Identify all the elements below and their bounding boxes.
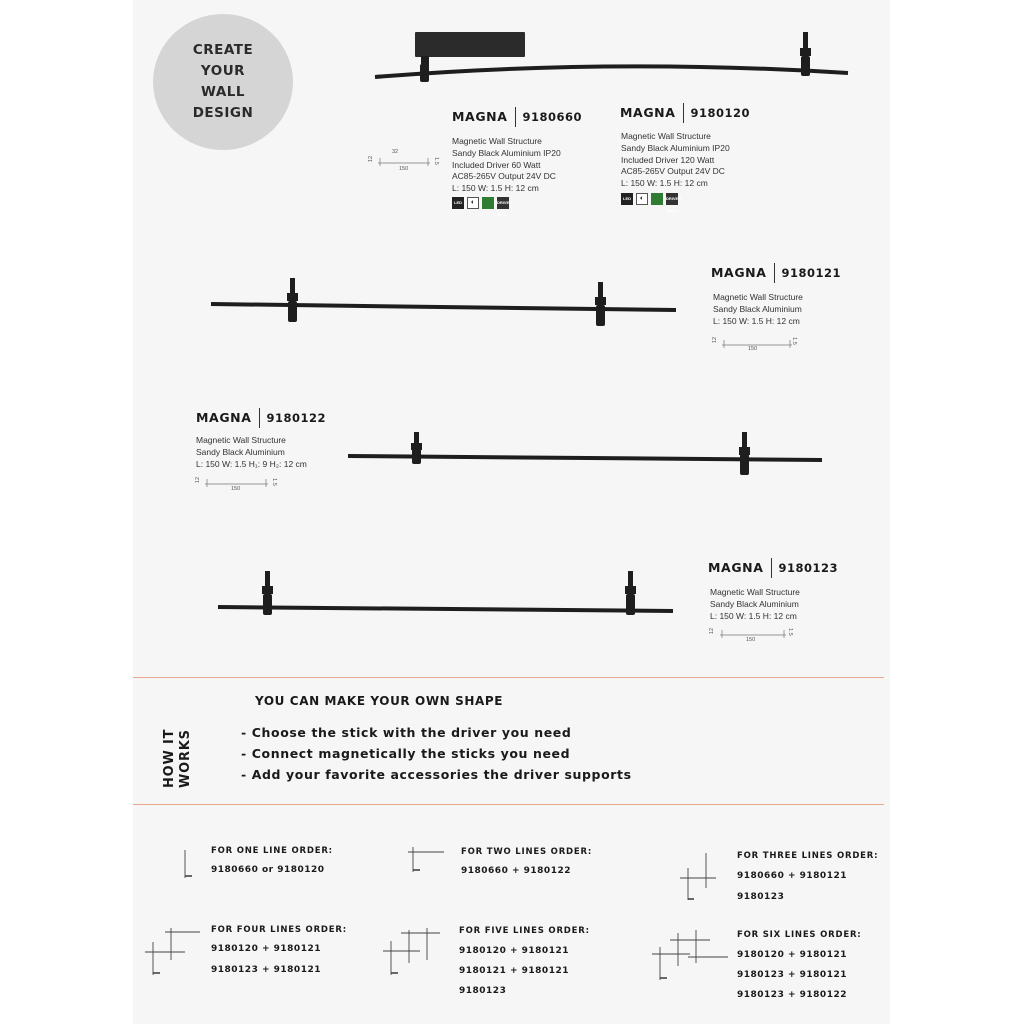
order-line: 9180123 + 9180121	[737, 970, 847, 980]
how-it-works-line: WORKS	[178, 729, 193, 788]
order-line: 9180123 + 9180121	[211, 965, 321, 975]
product-illustration-9180123	[218, 571, 673, 615]
product-code: 9180121	[781, 266, 842, 280]
order-line: 9180121 + 9180121	[459, 966, 569, 976]
energy-class-icon	[651, 193, 663, 205]
how-it-works-line: HOW IT	[162, 728, 177, 788]
driver-included-icon: DRIVER INCL.	[666, 193, 678, 205]
product-title	[196, 408, 326, 428]
product-code: 9180123	[778, 561, 839, 575]
badge-line: YOUR	[200, 63, 246, 79]
dim-length: 150	[231, 486, 241, 492]
spec-line: Sandy Black Aluminium	[710, 598, 799, 609]
driver-included-icon: DRIVER INCL.	[497, 197, 509, 209]
how-it-works-step: - Choose the stick with the driver you need	[241, 725, 572, 740]
section-divider	[133, 804, 884, 805]
one-line-diagram	[185, 850, 192, 878]
energy-class-icon	[482, 197, 494, 209]
spec-line: Magnetic Wall Structure	[452, 136, 542, 146]
product-illustration-9180660	[375, 32, 848, 82]
product-name: MAGNA	[708, 558, 772, 578]
spec-line: Sandy Black Aluminium	[713, 303, 802, 314]
spec-line: Magnetic Wall Structure	[621, 131, 711, 141]
spec-line: L: 150 W: 1.5 H: 12 cm	[452, 183, 539, 194]
dim-length: 150	[748, 346, 758, 352]
product-specs	[452, 136, 561, 195]
order-heading: FOR FIVE LINES ORDER:	[459, 926, 590, 936]
how-it-works-heading: YOU CAN MAKE YOUR OWN SHAPE	[255, 694, 504, 708]
product-name: MAGNA	[711, 263, 775, 283]
dimmable-icon: ◐	[636, 193, 648, 205]
dim-length: 150	[746, 637, 756, 643]
feature-icons	[452, 197, 513, 217]
product-specs	[713, 292, 803, 327]
product-code: 9180120	[690, 106, 751, 120]
order-heading: FOR SIX LINES ORDER:	[737, 930, 862, 940]
six-lines-diagram	[652, 930, 728, 980]
dim-depth: 1.5	[790, 337, 797, 345]
spec-line: AC85-265V Output 24V DC	[452, 171, 556, 182]
order-heading: FOR ONE LINE ORDER:	[211, 846, 333, 856]
order-line: 9180120 + 9180121	[459, 946, 569, 956]
section-divider	[133, 677, 884, 678]
dim-height: 12	[368, 155, 375, 163]
order-line: 9180120 + 9180121	[211, 944, 321, 954]
product-title	[452, 107, 582, 127]
spec-line: L: 150 W: 1.5 H₁: 9 H₂: 12 cm	[196, 458, 307, 469]
order-heading: FOR TWO LINES ORDER:	[461, 847, 593, 857]
how-it-works-step: - Connect magnetically the sticks you need	[241, 746, 571, 761]
two-lines-diagram	[408, 847, 444, 872]
product-illustration-9180120	[800, 32, 811, 76]
dim-length: 150	[399, 166, 409, 172]
spec-line: Sandy Black Aluminium IP20	[621, 142, 730, 153]
spec-line: Magnetic Wall Structure	[196, 435, 286, 445]
product-specs	[196, 435, 307, 470]
badge-line: DESIGN	[192, 105, 254, 121]
three-lines-diagram	[680, 853, 716, 900]
spec-line: Sandy Black Aluminium IP20	[452, 147, 561, 158]
product-name: MAGNA	[452, 107, 516, 127]
product-title	[620, 103, 750, 123]
spec-line: Included Driver 120 Watt	[621, 154, 715, 165]
dim-width: 32	[392, 149, 399, 155]
led-icon: LED	[621, 193, 633, 205]
product-specs	[710, 587, 800, 622]
dimension-drawings	[205, 155, 792, 638]
dim-depth: 1.5	[786, 628, 793, 636]
spec-line: Included Driver 60 Watt	[452, 159, 541, 170]
product-title	[708, 558, 838, 578]
spec-line: Magnetic Wall Structure	[710, 587, 800, 597]
product-title	[711, 263, 841, 283]
dimmable-icon: ◐	[467, 197, 479, 209]
product-illustration-9180121	[211, 278, 676, 326]
order-line: 9180660 + 9180121	[737, 871, 847, 881]
feature-icons	[621, 193, 682, 213]
order-line: 9180123	[459, 986, 507, 996]
order-line: 9180660 + 9180122	[461, 866, 571, 876]
led-icon: LED	[452, 197, 464, 209]
product-code: 9180660	[522, 110, 583, 124]
spec-line: Magnetic Wall Structure	[713, 292, 803, 302]
dim-depth: 1.5	[270, 478, 277, 486]
badge-line: CREATE	[192, 42, 254, 58]
spec-line: Sandy Black Aluminium	[196, 446, 285, 457]
order-heading: FOR FOUR LINES ORDER:	[211, 925, 347, 935]
product-illustration-9180122	[348, 432, 822, 475]
dim-height: 12	[709, 627, 716, 635]
how-it-works-label	[150, 692, 210, 788]
product-specs	[621, 131, 730, 190]
dim-depth: 1.5	[432, 157, 439, 165]
order-line: 9180123 + 9180122	[737, 990, 847, 1000]
product-name: MAGNA	[620, 103, 684, 123]
product-name: MAGNA	[196, 408, 260, 428]
spec-line: L: 150 W: 1.5 H: 12 cm	[710, 610, 797, 621]
dim-height: 12	[712, 336, 719, 344]
order-line: 9180123	[737, 892, 785, 902]
order-line: 9180120 + 9180121	[737, 950, 847, 960]
order-heading: FOR THREE LINES ORDER:	[737, 851, 879, 861]
badge-line: WALL	[201, 84, 245, 100]
spec-line: AC85-265V Output 24V DC	[621, 166, 725, 177]
four-lines-diagram	[145, 928, 200, 975]
how-it-works-step: - Add your favorite accessories the driver supports	[241, 767, 632, 782]
spec-line: L: 150 W: 1.5 H: 12 cm	[713, 315, 800, 326]
order-line: 9180660 or 9180120	[211, 865, 325, 875]
dim-height: 12	[195, 476, 202, 484]
spec-line: L: 150 W: 1.5 H: 12 cm	[621, 178, 708, 189]
product-code: 9180122	[266, 411, 327, 425]
five-lines-diagram	[383, 928, 440, 975]
